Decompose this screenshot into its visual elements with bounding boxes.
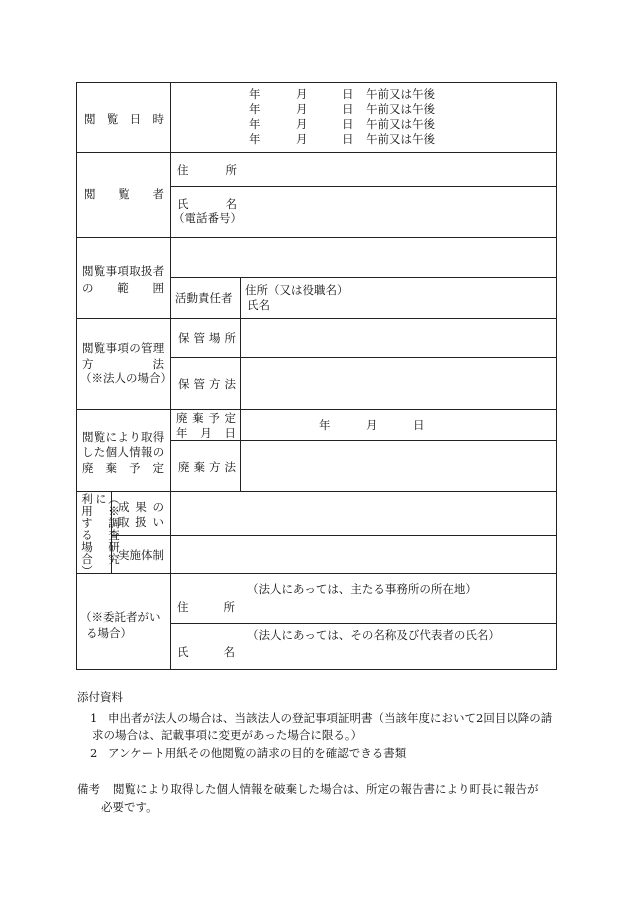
viewer-phone-label: （電話番号） xyxy=(173,211,242,225)
row-separator xyxy=(111,535,557,536)
disposal-method-label: 廃 棄 方 法 xyxy=(178,460,236,474)
consignee-label-line2: る場合） xyxy=(86,626,132,640)
planned-disposal-label-line2: 年 月 日 xyxy=(176,426,236,440)
row-separator xyxy=(170,277,557,278)
remarks-text: 閲覧により取得した個人情報を破棄した場合は、所定の報告書により町長に報告が xyxy=(113,782,539,796)
storage-method-label: 保 管 方 法 xyxy=(178,377,236,391)
storage-place-field[interactable] xyxy=(243,320,554,355)
attachment-item-text: 申出者が法人の場合は、当該法人の登記事項証明書（当該年度において2回目以降の請 xyxy=(108,711,553,725)
attachment-item-number: 1 xyxy=(90,711,98,725)
consignee-address-label: 住 所 xyxy=(177,600,235,614)
attachment-item-number: 2 xyxy=(90,746,98,760)
planned-disposal-label-line1: 廃 棄 予 定 xyxy=(176,411,236,425)
row-separator xyxy=(76,318,557,319)
results-handling-field[interactable] xyxy=(172,493,554,533)
handler-scope-label-line2: の 範 囲 xyxy=(82,281,164,295)
research-label-col2: 利用する場合） xyxy=(80,493,94,577)
disposal-label-line3: 廃 棄 予 定 xyxy=(82,461,164,475)
table-divider-main xyxy=(170,82,171,491)
management-label-line1: 閲覧事項の管理 xyxy=(82,341,165,355)
attachment-item-text: アンケート用紙その他閲覧の請求の目的を確認できる書類 xyxy=(108,746,407,760)
table-border-left xyxy=(76,82,77,669)
handler-scope-label-line1: 閲覧事項取扱者 xyxy=(82,264,165,278)
row-separator xyxy=(76,237,557,238)
row-separator xyxy=(76,152,557,153)
row-separator xyxy=(170,186,557,187)
responsible-name-label: 氏名 xyxy=(247,298,270,312)
row-separator xyxy=(170,623,557,624)
column-divider xyxy=(240,277,241,491)
table-divider-main-lower xyxy=(170,573,171,669)
row-separator xyxy=(170,357,557,358)
consignee-address-note: （法人にあっては、主たる事務所の所在地） xyxy=(247,582,477,596)
handler-scope-field[interactable] xyxy=(172,239,554,275)
remarks-text-cont: 必要です。 xyxy=(101,800,158,814)
implementation-system-label: 実施体制 xyxy=(118,548,164,562)
results-handling-label-line2: 取 扱 い xyxy=(118,515,164,529)
table-border-bottom xyxy=(76,669,557,670)
viewer-address-label: 住 所 xyxy=(177,163,237,177)
consignee-name-label: 氏 名 xyxy=(177,645,235,659)
attachment-item-text-cont: 求の場合は、記載事項に変更があった場合に限る。） xyxy=(92,728,363,742)
responsible-address-label: 住所（又は役職名） xyxy=(245,283,349,297)
column-divider xyxy=(170,491,171,573)
disposal-label-line1: 閲覧により取得 xyxy=(82,430,165,444)
disposal-label-line2: した個人情報の xyxy=(82,445,165,459)
attachments-title: 添付資料 xyxy=(77,690,123,704)
viewer-name-field[interactable] xyxy=(245,188,550,234)
management-label-line2: 方 法 xyxy=(82,357,164,371)
row-separator xyxy=(76,573,557,574)
consignee-name-field[interactable] xyxy=(245,644,554,667)
consignee-address-field[interactable] xyxy=(245,598,554,621)
row-separator xyxy=(76,409,557,410)
consignee-label-line1: （※委託者がい xyxy=(80,610,161,624)
consignee-name-note: （法人にあっては、その名称及び代表者の氏名） xyxy=(247,628,500,642)
table-border-top xyxy=(76,82,557,83)
results-handling-label-line1: 成 果 の xyxy=(118,500,164,514)
table-border-right xyxy=(556,82,557,669)
viewer-label: 閲 覧 者 xyxy=(84,187,164,201)
disposal-method-field[interactable] xyxy=(243,442,554,489)
row-separator xyxy=(76,491,557,492)
responsible-person-label: 活動責任者 xyxy=(175,291,233,305)
viewer-name-label: 氏 名 xyxy=(177,197,237,211)
storage-method-field[interactable] xyxy=(243,359,554,407)
viewer-address-field[interactable] xyxy=(245,154,550,184)
management-label-line3: （※法人の場合） xyxy=(80,371,172,385)
remarks-label: 備考 xyxy=(77,782,100,796)
research-label-col1: （※調査研究に xyxy=(94,493,121,565)
storage-place-label: 保 管 場 所 xyxy=(178,331,236,345)
implementation-system-field[interactable] xyxy=(172,537,554,571)
viewing-datetime-label: 閲 覧 日 時 xyxy=(84,112,164,126)
